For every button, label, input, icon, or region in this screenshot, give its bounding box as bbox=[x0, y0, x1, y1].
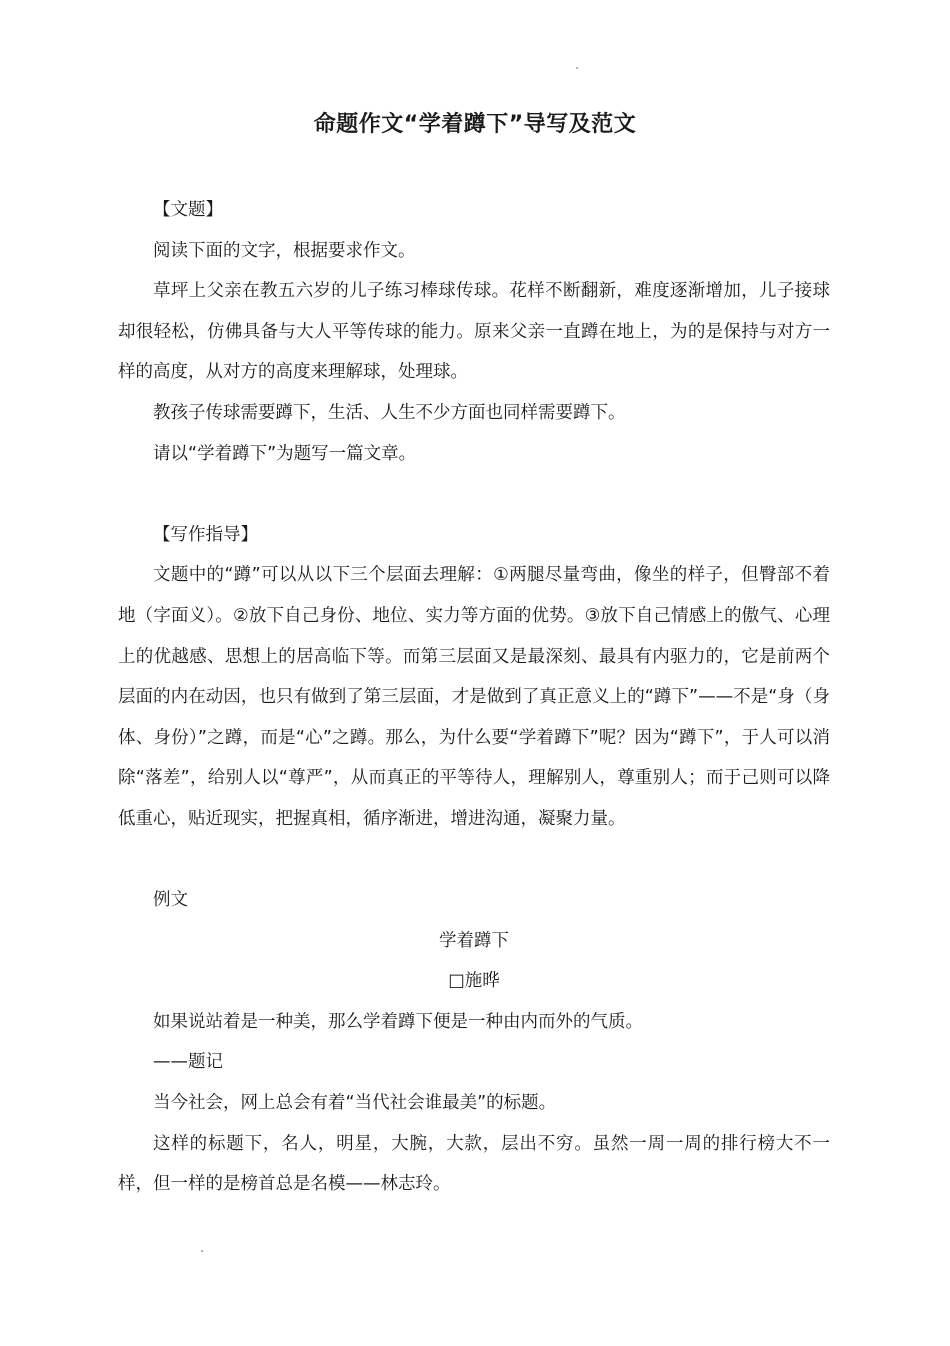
document-title: 命题作文“学着蹲下”导写及范文 bbox=[313, 112, 637, 137]
essay-title: 学着蹲下 bbox=[439, 930, 509, 951]
topic-paragraph: 教孩子传球需要蹲下，生活、人生不少方面也同样需要蹲下。 bbox=[153, 402, 626, 423]
guidance-heading: 【写作指导】 bbox=[153, 524, 258, 545]
topic-paragraph: 草坪上父亲在教五六岁的儿子练习棒球传球。花样不断翻新，难度逐渐增加，儿子接球却很轻松，仿佛具备与大人平等传球的能力。原来父亲一直蹲在地上，为的是保持与对方一样的高度，从对方的高度来理解球，处理球。 bbox=[118, 281, 830, 383]
example-heading: 例文 bbox=[153, 890, 188, 911]
guidance-paragraph: 文题中的“蹲”可以从以下三个层面去理解：①两腿尽量弯曲，像坐的样子，但臀部不着地（字面义）。②放下自己身份、地位、实力等方面的优势。③放下自己情感上的傲气、心理上的优越感、思想上的居高临下等。而第三层面又是最深刻、最具有内驱力的，它是前两个层面的内在动因，也只有做到了第三层面，才是做到了真正意义上的“蹲下”——不是“身（身体、身份）”之蹲，而是“心”之蹲。那么，为什么要“学着蹲下”呢？因为“蹲下”，于人可以消除“落差”，给别人以“尊严”，从而真正的平等待人，理解别人，尊重别人；而于己则可以降低重心，贴近现实，把握真相，循序渐进，增进沟通，凝聚力量。 bbox=[118, 565, 830, 829]
topic-heading: 【文题】 bbox=[153, 200, 223, 220]
scan-speck bbox=[576, 67, 578, 69]
scan-speck bbox=[201, 1250, 203, 1252]
essay-epigraph-source: ——题记 bbox=[153, 1052, 223, 1073]
essay-epigraph: 如果说站着是一种美，那么学着蹲下便是一种由内而外的气质。 bbox=[153, 1011, 643, 1032]
topic-paragraph: 请以“学着蹲下”为题写一篇文章。 bbox=[153, 443, 417, 464]
document-body bbox=[118, 190, 830, 1205]
section-spacer bbox=[118, 474, 830, 515]
essay-author: □施晔 bbox=[448, 971, 500, 992]
essay-paragraph: 当今社会，网上总会有着“当代社会谁最美”的标题。 bbox=[153, 1093, 557, 1114]
essay-paragraph: 这样的标题下，名人，明星，大腕，大款，层出不穷。虽然一周一周的排行榜大不一样，但一样的是榜首总是名模——林志玲。 bbox=[118, 1133, 830, 1195]
section-spacer bbox=[118, 840, 830, 881]
topic-paragraph: 阅读下面的文字，根据要求作文。 bbox=[153, 240, 416, 261]
